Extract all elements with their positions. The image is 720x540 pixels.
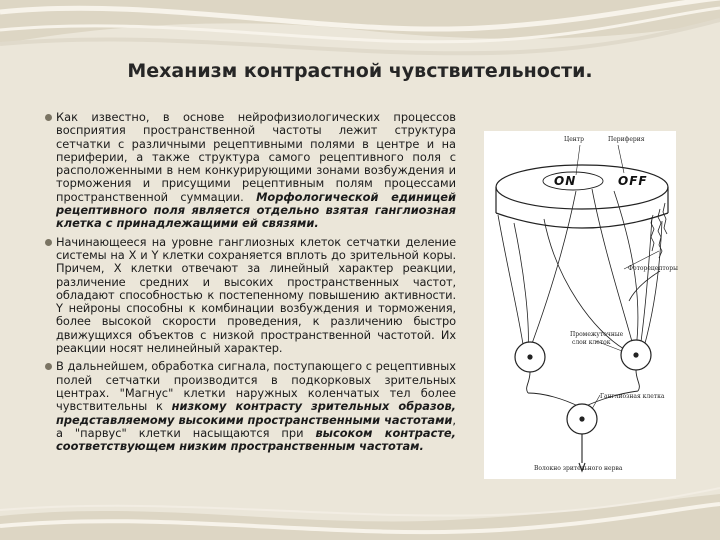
slide-title: Механизм контрастной чувствительности. (127, 60, 593, 82)
paragraph-emphasis: Морфологической единицей рецептивного поля является отдельно взятая ганглиозная клетка с принадлежащими ей связями. (56, 189, 456, 231)
paragraph-text: Начинающееся на уровне ганглиозных клеток сетчатки деление системы на X и Y клетки сохраняется вплоть до зрительной коры. Причем, X клетки отвечают за линейный характер реакции, различение средних и высоких пространственных частот, обладают способностью к постепенному повышению активности. Y нейроны способны к комбинации возбуждения и торможения, более высокой скорости проведения, к различению быстро движущихся объектов с низкой пространственной частотой. Их реакции носят нелинейный характер. (56, 234, 456, 356)
on-label: ON (554, 174, 577, 188)
label-periphery: Периферия (608, 136, 645, 143)
paragraph-emphasis: низкому контрасту зрительных образов, представляемому высокими пространственными частотами (56, 399, 456, 427)
bullet-dot (45, 114, 52, 121)
cell-right-nucleus (634, 353, 638, 357)
retina-diagram-figure (484, 131, 676, 479)
label-intermediate-layers-line1: Промежуточные (570, 331, 624, 338)
label-photoreceptors: Фоторецепторы (628, 265, 678, 272)
label-ganglion-cell: Ганглиозная клетка (600, 393, 665, 400)
paragraph-emphasis: высоком контрасте, соответствующем низким пространственным частотам. (56, 425, 456, 454)
bullet-list (56, 111, 456, 458)
paragraph-text: , а "парвус" клетки насыщаются при (56, 412, 456, 440)
label-intermediate-layers-line2: слои клеток (572, 339, 611, 346)
photoreceptor-fringe (651, 203, 667, 258)
label-center: Центр (564, 136, 584, 143)
bullet-paragraph-xy-cells (56, 236, 456, 356)
bullet-paragraph-magnus-parvus (56, 360, 456, 453)
paragraph-text: В дальнейшем, обработка сигнала, поступающего с рецептивных полей сетчатки производится в подкорковых зрительных центрах. "Магнус" клетки наружных коленчатых тел более чувствительны к (56, 359, 456, 414)
label-optic-nerve-fiber: Волокно зрительного нерва (534, 465, 623, 472)
disc-bottom (496, 213, 668, 228)
paragraph-text: Как известно, в основе нейрофизиологических процессов восприятия пространственной частоты лежит структура сетчатки с различными рецептивными полями в центре и на периферии, а также структура самого рецептивного поля с расположенными в нем конкурирующими зонами возбуждения и торможения и присущими рецептивным полям процессами пространственной суммации. (56, 110, 456, 204)
bullet-dot (45, 239, 52, 246)
bullet-paragraph-receptive-fields (56, 111, 456, 231)
cell-left-nucleus (528, 355, 532, 359)
off-label: OFF (618, 174, 648, 188)
cell-outputs (527, 370, 640, 407)
